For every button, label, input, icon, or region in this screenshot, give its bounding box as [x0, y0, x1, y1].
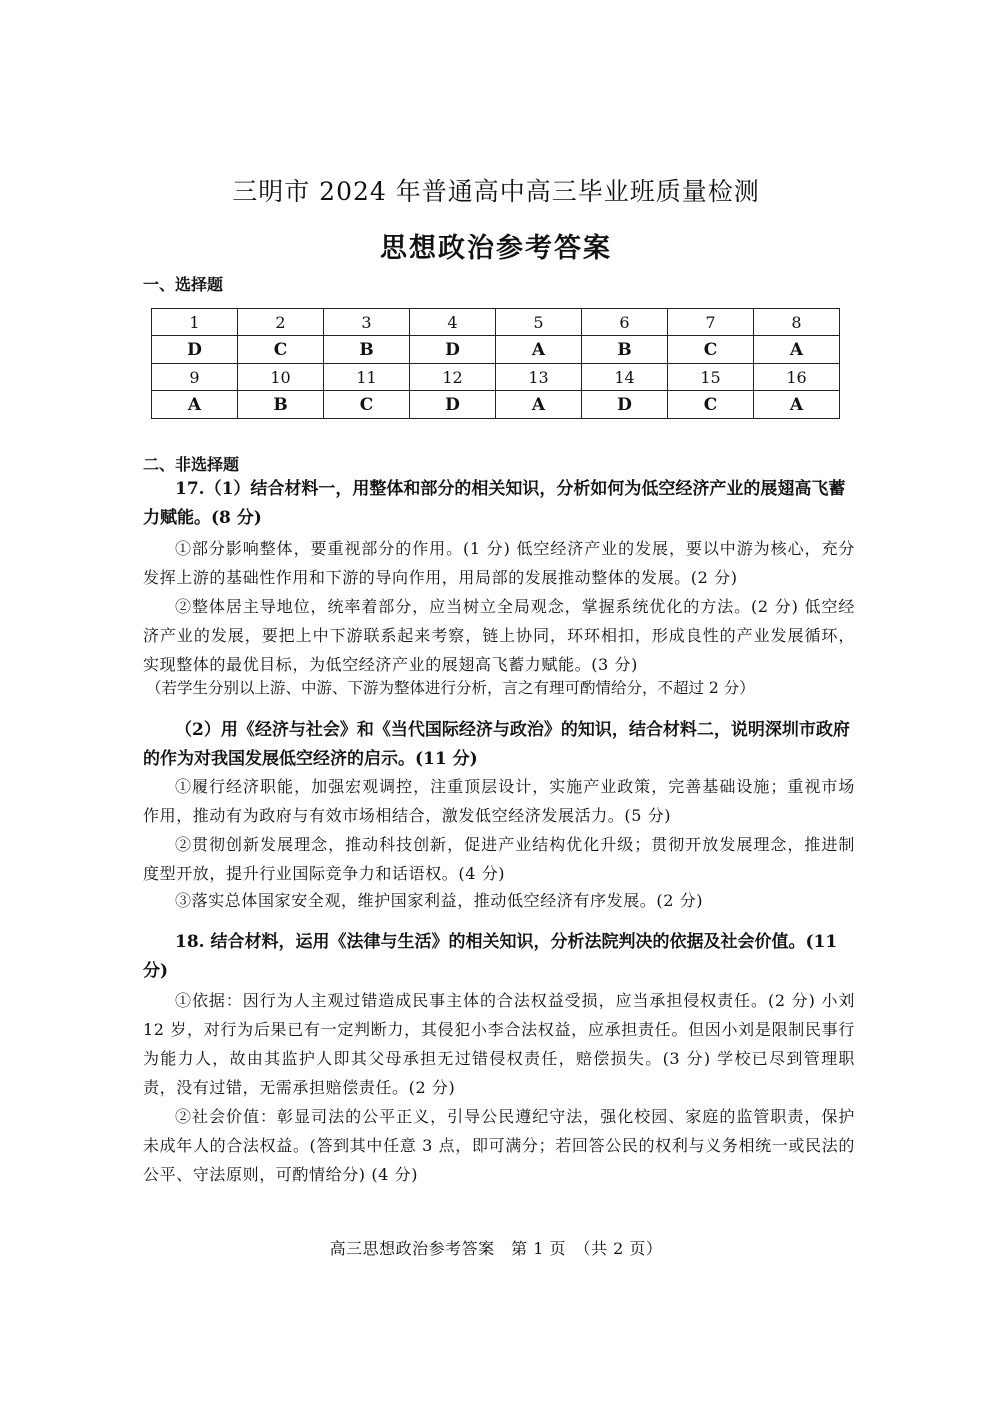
question-number-cell: 8 [754, 309, 840, 336]
answer-cell: C [668, 336, 754, 364]
answer-cell: A [754, 391, 840, 419]
question-number-cell: 7 [668, 309, 754, 336]
question-number-cell: 5 [496, 309, 582, 336]
answer-17-2-point-2: ②贯彻创新发展理念，推动科技创新，促进产业结构优化升级；贯彻开放发展理念，推进制度型开放，提升行业国际竞争力和话语权。(4 分) [143, 835, 855, 883]
answer-cell: A [496, 391, 582, 419]
question-number-row [152, 309, 840, 336]
question-number-cell: 15 [668, 364, 754, 391]
answer-cell: A [152, 391, 238, 419]
answer-cell: C [324, 391, 410, 419]
question-number-cell: 12 [410, 364, 496, 391]
section-heading-choice: 一、选择题 [143, 275, 224, 294]
answer-cell: C [238, 336, 324, 364]
answer-cell: B [324, 336, 410, 364]
answer-cell: D [410, 336, 496, 364]
question-17-2: （2）用《经济与社会》和《当代国际经济与政治》的知识，结合材料二，说明深圳市政府的作为对我国发展低空经济的启示。(11 分) [143, 720, 850, 769]
answer-18-point-1: ①依据：因行为人主观过错造成民事主体的合法权益受损，应当承担侵权责任。(2 分) 小刘 12 岁，对行为后果已有一定判断力，其侵犯小李合法权益，应承担责任。但因小刘是限制民事行为能力人，故由其监护人即其父母承担无过错侵权责任，赔偿损失。(3 分) 学校已尽到管理职责，没有过错，无需承担赔偿责任。(2 分) [143, 991, 855, 1097]
question-number-cell: 6 [582, 309, 668, 336]
answer-cell: A [496, 336, 582, 364]
answer-17-1-point-1: ①部分影响整体，要重视部分的作用。(1 分) 低空经济产业的发展，要以中游为核心，充分发挥上游的基础性作用和下游的导向作用，用局部的发展推动整体的发展。(2 分) [143, 539, 855, 587]
answer-row [152, 391, 840, 419]
answer-cell: B [582, 336, 668, 364]
document-subtitle: 思想政治参考答案 [380, 233, 612, 264]
answer-cell: D [582, 391, 668, 419]
question-18: 18. 结合材料，运用《法律与生活》的相关知识，分析法院判决的依据及社会价值。(11 分) [143, 932, 838, 981]
page-footer: 高三思想政治参考答案 第 1 页 （共 2 页） [329, 1239, 663, 1258]
document-title: 三明市 2024 年普通高中高三毕业班质量检测 [232, 177, 760, 206]
question-number-cell: 10 [238, 364, 324, 391]
answer-cell: A [754, 336, 840, 364]
answer-cell: C [668, 391, 754, 419]
answer-table [151, 308, 840, 419]
question-number-cell: 2 [238, 309, 324, 336]
section-heading-nonchoice: 二、非选择题 [143, 455, 240, 474]
answer-cell: D [152, 336, 238, 364]
question-number-cell: 9 [152, 364, 238, 391]
answer-17-1-point-2: ②整体居主导地位，统率着部分，应当树立全局观念，掌握系统优化的方法。(2 分) 低空经济产业的发展，要把上中下游联系起来考察，链上协同，环环相扣，形成良性的产业发展循环，实现整体的最优目标，为低空经济产业的展翅高飞蓄力赋能。(3 分) [143, 597, 855, 674]
question-number-cell: 16 [754, 364, 840, 391]
answer-row [152, 336, 840, 364]
question-number-cell: 14 [582, 364, 668, 391]
question-number-cell: 3 [324, 309, 410, 336]
answer-cell: B [238, 391, 324, 419]
answer-17-1-note: （若学生分别以上游、中游、下游为整体进行分析，言之有理可酌情给分，不超过 2 分） [146, 679, 755, 697]
answer-18-point-2: ②社会价值：彰显司法的公平正义，引导公民遵纪守法，强化校园、家庭的监管职责，保护未成年人的合法权益。(答到其中任意 3 点，即可满分；若回答公民的权利与义务相统一或民法的公平、守法原则，可酌情给分) (4 分) [143, 1107, 855, 1184]
question-17-1: 17.（1）结合材料一，用整体和部分的相关知识，分析如何为低空经济产业的展翅高飞蓄力赋能。(8 分) [143, 479, 846, 528]
answer-17-2-point-3: ③落实总体国家安全观，维护国家利益，推动低空经济有序发展。(2 分) [175, 891, 704, 910]
answer-17-2-point-1: ①履行经济职能，加强宏观调控，注重顶层设计，实施产业政策，完善基础设施；重视市场作用，推动有为政府与有效市场相结合，激发低空经济发展活力。(5 分) [143, 777, 855, 825]
question-number-cell: 13 [496, 364, 582, 391]
answer-cell: D [410, 391, 496, 419]
question-number-cell: 4 [410, 309, 496, 336]
question-number-row [152, 364, 840, 391]
question-number-cell: 1 [152, 309, 238, 336]
question-number-cell: 11 [324, 364, 410, 391]
